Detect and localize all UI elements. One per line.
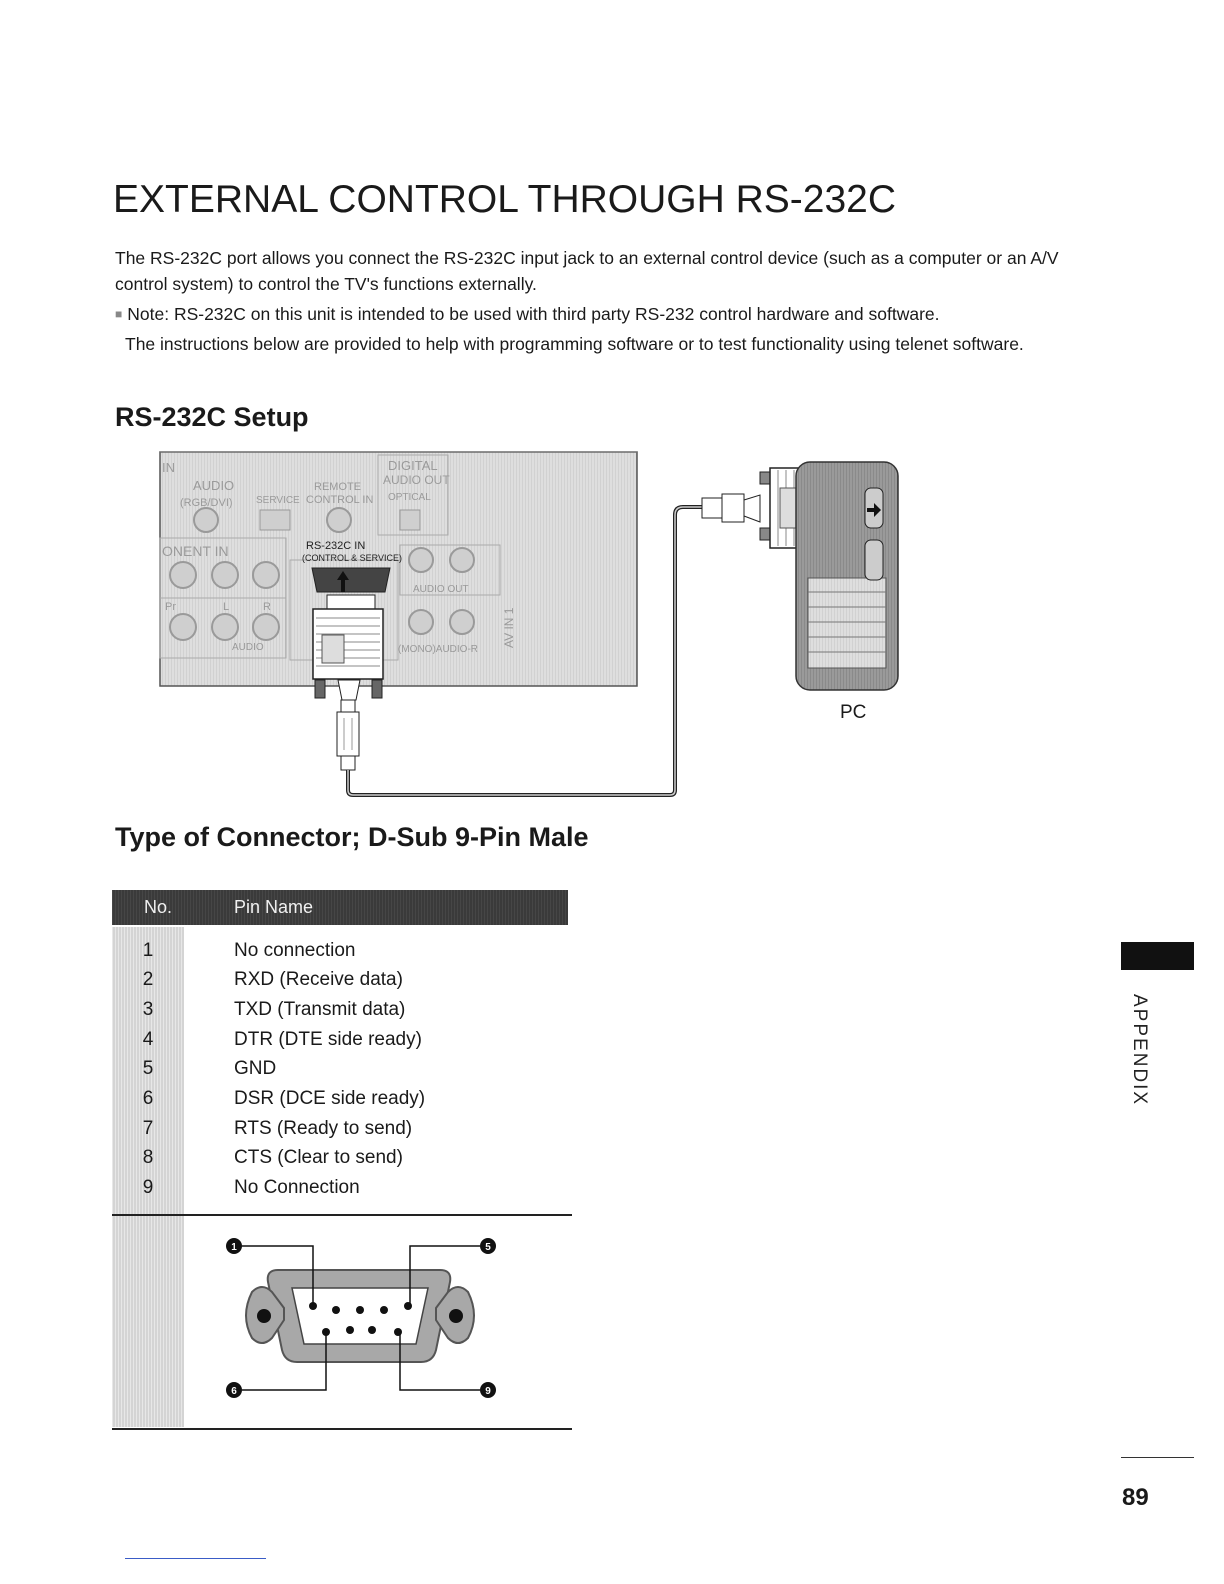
- screw-hole-left: [257, 1309, 271, 1323]
- pin-5: [404, 1302, 412, 1310]
- label-digital: DIGITAL: [388, 458, 438, 473]
- bullet-square-icon: ■: [115, 307, 123, 321]
- pin-2: [332, 1306, 340, 1314]
- pin-no: 2: [142, 969, 154, 990]
- label-audio-out-2: AUDIO OUT: [413, 584, 469, 595]
- header-pin-name: Pin Name: [234, 897, 314, 917]
- pc-label: PC: [840, 702, 867, 723]
- callout-1: 1: [231, 1242, 237, 1253]
- table-row: [112, 1027, 568, 1057]
- rs232c-port: [312, 568, 390, 592]
- pin-no: 9: [142, 1177, 154, 1198]
- label-pr: Pr: [165, 601, 176, 613]
- pin-table-header: [112, 890, 568, 925]
- pin-name: No Connection: [234, 1177, 360, 1198]
- pin-no: 1: [142, 940, 154, 961]
- table-row: [112, 967, 568, 997]
- pc-tower: [796, 462, 898, 690]
- pin-name: DTR (DTE side ready): [234, 1029, 422, 1050]
- pin-no: 8: [142, 1147, 154, 1168]
- pin-name: RTS (Ready to send): [234, 1118, 413, 1139]
- screw-hole-right: [449, 1309, 463, 1323]
- table-bottom-rule: [112, 1428, 572, 1430]
- callout-6: 6: [231, 1386, 237, 1397]
- connector-heading: Type of Connector; D-Sub 9-Pin Male: [115, 822, 589, 852]
- header-no: No.: [144, 897, 173, 917]
- label-component-in: ONENT IN: [162, 543, 229, 559]
- appendix-side-label: APPENDIX: [1129, 994, 1150, 1107]
- tv-back-panel: [160, 452, 637, 686]
- table-row: [112, 938, 568, 968]
- table-row: [112, 1056, 568, 1086]
- label-service: SERVICE: [256, 495, 300, 506]
- pin-name: RXD (Receive data): [234, 969, 403, 990]
- pin-name: No connection: [234, 940, 356, 961]
- callout-9: 9: [485, 1386, 491, 1397]
- table-row: [112, 1086, 568, 1116]
- section-tab-marker: [1121, 942, 1194, 970]
- pin-name: DSR (DCE side ready): [234, 1088, 426, 1109]
- callout-5: 5: [485, 1242, 491, 1253]
- table-row: [112, 1145, 568, 1175]
- table-divider: [112, 1214, 572, 1216]
- setup-heading: RS-232C Setup: [115, 402, 309, 432]
- pin-8: [368, 1326, 376, 1334]
- dsub-plug-tv: [313, 595, 383, 770]
- label-optical: OPTICAL: [388, 492, 431, 503]
- dsub-9pin-diagram: [200, 1230, 510, 1410]
- label-l: L: [223, 601, 230, 613]
- note-continuation: The instructions below are provided to help with programming software or to test functionality using telenet software.: [125, 334, 1024, 354]
- pin-no: 6: [142, 1088, 154, 1109]
- pin-name: TXD (Transmit data): [234, 999, 406, 1020]
- label-rgb-dvi: (RGB/DVI): [180, 497, 233, 509]
- page-title: EXTERNAL CONTROL THROUGH RS-232C: [113, 178, 897, 221]
- note-text: Note: RS-232C on this unit is intended to be used with third party RS-232 control hardware and software.: [127, 304, 940, 324]
- label-mono-audio: (MONO)AUDIO-R: [398, 644, 478, 655]
- pin-name: CTS (Clear to send): [234, 1147, 403, 1168]
- footer-link-underline: [125, 1558, 266, 1559]
- label-in: IN: [162, 460, 175, 475]
- pin-no: 3: [142, 999, 154, 1020]
- intro-paragraph: The RS-232C port allows you connect the RS-232C input jack to an external control device (such as a computer or an A/V control system) to control the TV's functions externally.: [115, 248, 1059, 294]
- pin-3: [356, 1306, 364, 1314]
- label-audio: AUDIO: [193, 478, 235, 493]
- label-audio-2: AUDIO: [232, 642, 264, 653]
- label-remote: REMOTE: [314, 481, 362, 493]
- label-control-service: (CONTROL & SERVICE): [302, 553, 403, 563]
- label-control-in: CONTROL IN: [306, 494, 374, 506]
- pin-no: 7: [142, 1118, 154, 1139]
- pin-4: [380, 1306, 388, 1314]
- table-row: [112, 1175, 568, 1205]
- label-av-in: AV IN 1: [502, 607, 516, 648]
- pin-name: GND: [234, 1058, 277, 1079]
- pin-no: 4: [142, 1029, 154, 1050]
- page-number-rule: [1121, 1457, 1194, 1458]
- pin-7: [346, 1326, 354, 1334]
- table-row: [112, 1116, 568, 1146]
- page-number: 89: [1122, 1484, 1149, 1511]
- pin-9: [394, 1328, 402, 1336]
- table-row: [112, 997, 568, 1027]
- label-rs232c-in: RS-232C IN: [306, 540, 366, 552]
- label-audio-out: AUDIO OUT: [383, 473, 450, 487]
- label-r: R: [263, 601, 271, 613]
- pin-no: 5: [142, 1058, 154, 1079]
